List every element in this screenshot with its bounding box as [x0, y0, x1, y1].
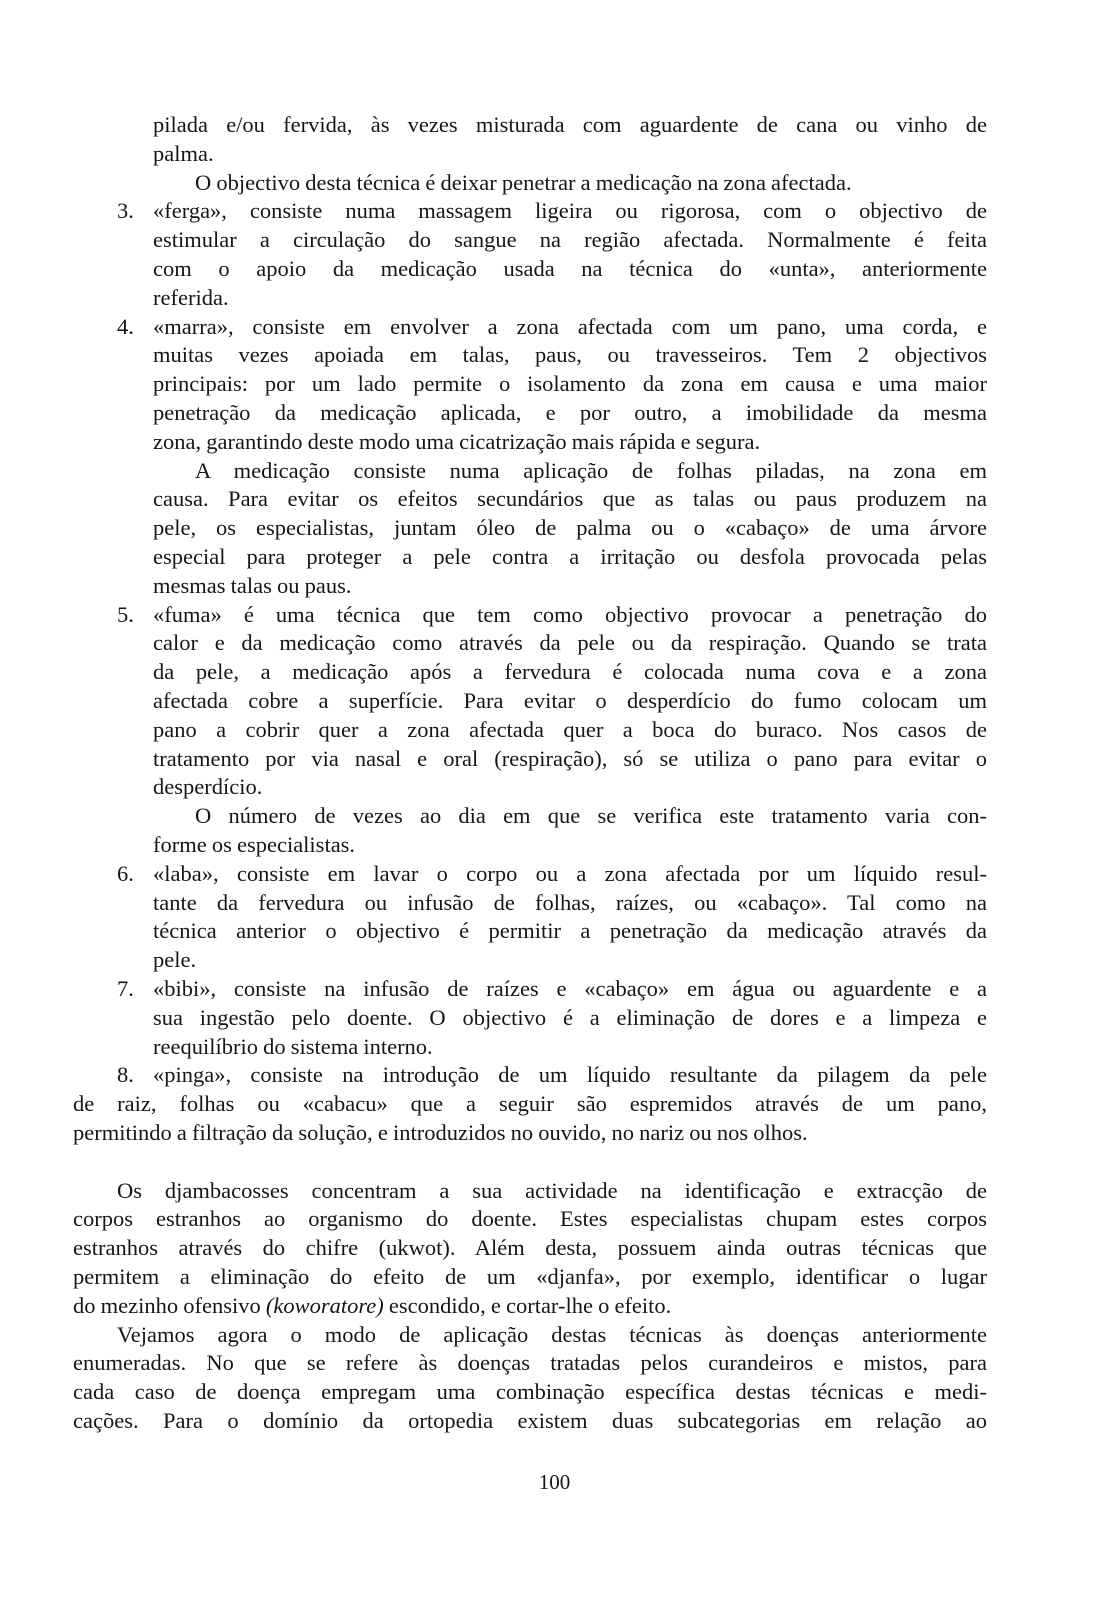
text-line: desperdício. — [153, 774, 263, 800]
text-line: Vejamos agora o modo de aplicação destas técnicas às doenças anteriormente — [117, 1321, 987, 1347]
text-line: forme os especialistas. — [153, 832, 356, 857]
text-segment: do mezinho ofensivo — [73, 1292, 266, 1318]
text-line: «marra», consiste em envolver a zona afectada com um pano, uma corda, e — [153, 313, 987, 339]
text-line: de raiz, folhas ou «cabacu» que a seguir são espremidos através de um pano, — [73, 1091, 987, 1117]
text-line: estimular a circulação do sangue na região afectada. Normalmente é feita — [153, 227, 987, 253]
text-line: enumeradas. No que se refere às doenças tratadas pelos curandeiros e mistos, para — [73, 1350, 987, 1376]
text-line: «laba», consiste em lavar o corpo ou a zona afectada por um líquido resul- — [153, 860, 987, 886]
text-line: permitindo a filtração da solução, e introduzidos no ouvido, no nariz ou nos olhos. — [73, 1120, 808, 1145]
text-line: especial para proteger a pele contra a irritação ou desfola provocada pelas — [153, 544, 987, 569]
text-line: estranhos através do chifre (ukwot). Além desta, possuem ainda outras técnicas que — [73, 1235, 987, 1261]
list-number: 6. — [117, 860, 134, 886]
text-line: A medicação consiste numa aplicação de folhas piladas, na zona em — [195, 457, 987, 483]
text-line: reequilíbrio do sistema interno. — [153, 1033, 433, 1059]
text-line: pilada e/ou fervida, às vezes misturada com aguardente de cana ou vinho de — [153, 112, 987, 137]
text-line: «fuma» é uma técnica que tem como objectivo provocar a penetração do — [153, 601, 987, 627]
list-number: 5. — [117, 601, 134, 627]
text-line: «ferga», consiste numa massagem ligeira ou rigorosa, com o objectivo de — [153, 198, 987, 224]
text-line: zona, garantindo deste modo uma cicatrização mais rápida e segura. — [153, 428, 761, 454]
text-line: calor e da medicação como através da pele ou da respiração. Quando se trata — [153, 630, 987, 656]
text-line: pele, os especialistas, juntam óleo de palma ou o «cabaço» de uma árvore — [153, 515, 987, 541]
italic-term: (koworatore) — [265, 1292, 384, 1318]
list-number: 8. — [117, 1062, 134, 1088]
text-line: «pinga», consiste na introdução de um líquido resultante da pilagem da pele — [153, 1062, 987, 1088]
list-number: 4. — [117, 313, 134, 339]
text-line: cações. Para o domínio da ortopedia existem duas subcategorias em relação ao — [73, 1408, 987, 1433]
text-line — [73, 1291, 987, 1320]
text-line: principais: por um lado permite o isolamento da zona em causa e uma maior — [153, 371, 987, 397]
text-line: pano a cobrir quer a zona afectada quer a boca do buraco. Nos casos de — [153, 716, 987, 742]
text-line: tratamento por via nasal e oral (respiração), só se utiliza o pano para evitar o — [153, 745, 987, 771]
text-line: sua ingestão pelo doente. O objectivo é a eliminação de dores e a limpeza e — [153, 1004, 987, 1030]
text-line: O número de vezes ao dia em que se verifica este tratamento varia con- — [195, 803, 987, 829]
text-line: muitas vezes apoiada em talas, paus, ou travesseiros. Tem 2 objectivos — [153, 342, 987, 368]
text-line: técnica anterior o objectivo é permitir a penetração da medicação através da — [153, 918, 987, 944]
text-line: palma. — [153, 140, 214, 166]
list-number: 7. — [117, 976, 134, 1001]
text-line: cada caso de doença empregam uma combinação específica destas técnicas e medi- — [73, 1379, 987, 1405]
text-line: O objectivo desta técnica é deixar penetrar a medicação na zona afectada. — [195, 169, 852, 195]
text-line: afectada cobre a superfície. Para evitar o desperdício do fumo colocam um — [153, 688, 987, 713]
text-line: referida. — [153, 284, 229, 310]
text-line: corpos estranhos ao organismo do doente. Estes especialistas chupam estes corpos — [73, 1206, 987, 1232]
text-line: causa. Para evitar os efeitos secundários que as talas ou paus produzem na — [153, 486, 987, 512]
text-line: penetração da medicação aplicada, e por outro, a imobilidade da mesma — [153, 400, 987, 425]
text-line: mesmas talas ou paus. — [153, 572, 352, 598]
text-line: Os djambacosses concentram a sua actividade na identificação e extracção de — [117, 1177, 987, 1203]
text-line: permitem a eliminação do efeito de um «djanfa», por exemplo, identificar o lugar — [73, 1264, 987, 1289]
page-number: 100 — [538, 1470, 571, 1494]
text-segment: escondido, e cortar-lhe o efeito. — [383, 1292, 672, 1318]
text-line: da pele, a medicação após a fervedura é colocada numa cova e a zona — [153, 659, 987, 685]
text-line: com o apoio da medicação usada na técnica do «unta», anteriormente — [153, 256, 987, 281]
text-line: tante da fervedura ou infusão de folhas, raízes, ou «cabaço». Tal como na — [153, 889, 987, 915]
text-line: «bibi», consiste na infusão de raízes e «cabaço» em água ou aguardente e a — [153, 976, 987, 1001]
text-line: pele. — [153, 947, 197, 973]
list-number: 3. — [117, 198, 134, 224]
